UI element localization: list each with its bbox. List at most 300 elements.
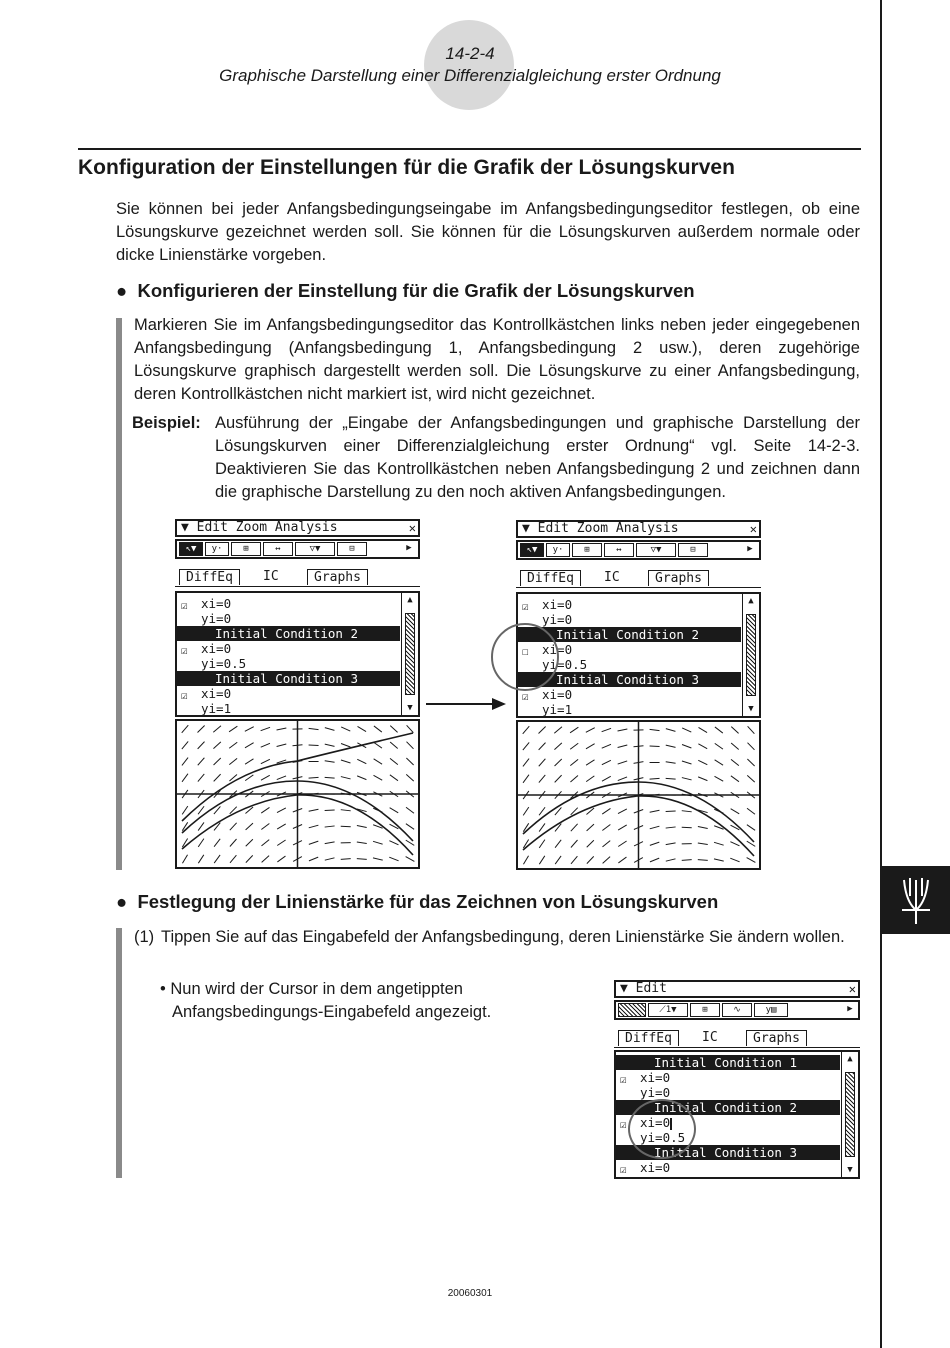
slope-segment [214,839,220,847]
slope-segment [390,808,399,813]
slope-segment [277,824,286,829]
slope-field-plot [518,722,759,868]
slope-segment [214,774,221,781]
slope-segment [262,856,269,863]
example-label: Beispiel: [132,414,201,432]
slope-segment [277,856,285,862]
slope-segment [603,857,610,864]
slope-segment [309,777,319,778]
slope-segment [731,759,739,765]
slope-segment [698,744,707,749]
slope-segment [618,777,627,781]
slope-segment [407,742,414,749]
slope-segment [748,726,755,733]
slope-segment [406,774,413,781]
slope-segment [715,760,723,765]
toolbar [614,1000,860,1020]
slope-segment [539,807,545,815]
slope-segment [602,808,610,814]
slope-segment [731,809,740,814]
slope-segment [714,842,724,845]
zoom-box-icon[interactable]: ⊞ [231,542,261,556]
slope-segment [261,727,270,730]
list-item[interactable]: yi=0.5 [201,656,247,671]
scroll-down-icon[interactable]: ▼ [847,1165,853,1175]
slope-segment [406,857,415,862]
tab-diffeq[interactable]: DiffEq [179,569,240,585]
slope-segment [571,856,577,864]
scroll-up-icon[interactable]: ▲ [847,1054,853,1064]
slope-segment [277,808,286,813]
line-style-icon[interactable] [618,1003,646,1017]
slope-segment [523,807,529,815]
trace-icon[interactable]: ↔ [263,542,293,556]
slope-segment [618,809,627,814]
tab-graphs[interactable]: Graphs [307,569,368,585]
slope-segment [198,758,205,765]
menu-icon[interactable]: ▼ [620,981,628,996]
checkbox-checked[interactable]: ☑ [620,1073,627,1086]
slope-segment [341,760,351,763]
intro-paragraph: Sie können bei jeder Anfangsbedingungseingabe im Anfangsbedingungseditor festlegen, ob eine Lösungskurve gezeichnet werden soll. Sie können für die Lösungskurven außerdem normale oder dicke Linienstärke vorgeben. [116,200,860,264]
ic-header: Initial Condition 3 [177,671,400,686]
slope-segment [523,775,529,783]
tab-ic[interactable]: IC [263,569,279,584]
slope-segment [309,857,318,861]
slope-segment [198,806,204,814]
slope-segment [198,839,204,847]
menu-bar [175,519,420,537]
slope-segment [586,744,595,749]
slope-segment [698,826,708,828]
scrollbar[interactable] [401,593,418,715]
list-item[interactable]: yi=1 [542,702,573,717]
slope-segment [389,857,398,861]
section-bar-2 [116,928,122,1178]
ic-header: Initial Condition 1 [616,1055,840,1070]
slope-segment [650,729,660,730]
slope-segment [602,841,610,847]
zoom-box-icon[interactable]: ⊞ [572,543,602,557]
slope-segment [182,774,188,782]
slope-segment [539,823,545,831]
tab-diffeq[interactable]: DiffEq [618,1030,679,1046]
slope-segment [389,841,398,845]
graph-icon[interactable]: ▽▼ [295,542,335,556]
slope-segment [325,761,335,763]
scroll-right-icon[interactable]: ▶ [747,544,753,554]
slope-segment [325,826,335,827]
list-item[interactable]: ☑ xi=0 [522,687,573,703]
slope-segment [198,855,203,863]
list-item[interactable]: ☑ xi=0 [181,686,232,702]
step-number: (1) [134,928,155,946]
pointer-icon[interactable]: ↖▼ [520,543,544,557]
checkbox-checked[interactable]: ☑ [181,644,188,657]
graph-icon[interactable]: ▽▼ [636,543,676,557]
slope-segment [571,840,578,848]
slope-segment [650,826,660,829]
subsection-2-heading: ● Festlegung der Linienstärke für das Zeichnen von Lösungskurven [116,891,719,912]
slope-segment [587,856,594,863]
list-item[interactable]: yi=0.5 [542,657,588,672]
slope-segment [586,776,594,782]
chapter-tab [882,866,950,934]
slope-segment [715,727,723,733]
slope-segment [277,744,287,747]
slope-segment [182,741,188,749]
slope-segment [230,839,237,847]
slope-segment [245,759,253,764]
slope-segment [341,743,350,747]
trace-icon[interactable]: ↔ [604,543,634,557]
slope-segment [730,858,739,862]
list-item[interactable]: ☐ xi=0 [522,642,573,658]
slope-segment [293,745,303,746]
menu-bar [614,980,860,998]
list-item[interactable]: ☑ xi=0 [522,597,573,613]
list-item[interactable]: yi=0 [201,611,232,626]
slope-segment [261,743,270,747]
slope-segment [650,842,659,845]
bullet-text: • Nun wird der Cursor in dem angetippten Anfangsbedingungs-Eingabefeld angezeigt. [160,980,492,1021]
slope-segment [325,842,335,844]
page-number: 14-2-4 [445,44,495,63]
slope-segment [618,857,626,863]
scroll-up-icon[interactable]: ▲ [407,595,413,605]
scroll-down-icon[interactable]: ▼ [407,703,413,713]
slope-segment [182,758,188,766]
slope-segment [539,856,544,864]
ic-header: Initial Condition 3 [518,672,741,687]
ic-header: Initial Condition 2 [518,627,741,642]
slope-segment [406,758,413,765]
slope-segment [698,843,708,844]
slope-segment [407,725,414,732]
scroll-up-icon[interactable]: ▲ [748,596,754,606]
slope-segment [357,859,367,860]
slope-segment [747,808,755,814]
list-item[interactable]: yi=1 [201,701,232,716]
slope-segment [587,824,594,831]
menu-bar [516,520,761,538]
calc-screen-before [175,519,420,869]
tab-bar [516,568,761,588]
slope-segment [618,729,628,731]
slope-segment [682,811,692,812]
grid-icon[interactable]: ⊟ [337,542,367,556]
slope-segment [373,841,383,844]
slope-segment [618,841,626,847]
tab-graphs[interactable]: Graphs [746,1030,807,1046]
slope-segment [357,759,366,763]
slope-segment [213,726,221,732]
list-item[interactable]: yi=0 [640,1085,671,1100]
slope-segment [261,759,270,763]
slope-segment [748,743,755,750]
slope-segment [261,807,269,813]
slope-field-graph[interactable] [516,720,761,870]
slope-segment [698,777,707,781]
slope-segment [570,775,578,782]
ic-header: Initial Condition 2 [616,1100,840,1115]
tab-ic[interactable]: IC [604,570,620,585]
slope-segment [198,822,204,830]
slope-field-plot [177,721,418,867]
slope-segment [682,761,692,764]
section-heading: Konfiguration der Einstellungen für die Grafik der Lösungskurven [78,156,735,179]
pointer-icon[interactable]: ↖▼ [179,542,203,556]
tab-graphs[interactable]: Graphs [648,570,709,586]
calc-screen-after [516,520,761,870]
draw-icon[interactable]: y· [546,543,570,557]
slope-segment [374,775,383,780]
step-text: Tippen Sie auf das Eingabefeld der Anfangsbedingung, deren Linienstärke Sie ändern wollen. [161,928,845,946]
slope-segment [325,777,335,778]
slope-segment [539,775,545,783]
scrollbar[interactable] [841,1052,858,1177]
scrollbar[interactable] [742,594,759,716]
slope-segment [523,759,529,767]
slope-segment [555,840,561,848]
slope-segment [309,745,319,746]
slope-segment [650,778,660,779]
highlight-circle [491,623,559,691]
menu-icon[interactable]: ▼ [181,520,189,535]
checkbox-unchecked[interactable]: ☐ [522,645,529,658]
tab-bar [614,1028,860,1048]
slope-segment [698,760,707,764]
footer-code: 20060301 [447,1288,493,1299]
subsection-1-body: Markieren Sie im Anfangsbedingungseditor das Kontrollkästchen links neben jeder eingegebenen Anfangsbedingung (Anfangsbedingung 1, Anfangsbedingung 2 usw.), deren zugehörige Lösungskurve graphisch dargestellt werden soll. Die Lösungskurve zu einer Anfangsbedingung, deren Kontrollkästchen nicht markiert ist, wird nicht gezeichnet. [134,316,860,403]
slope-segment [198,742,205,749]
slope-segment [261,775,270,780]
slope-segment [539,759,546,766]
toolbar [175,539,420,559]
slope-segment [730,842,739,846]
heading-rule [78,148,861,150]
slope-segment [245,727,254,732]
slope-field-graph[interactable] [175,719,420,869]
subsection-1-heading: ● Konfigurieren der Einstellung für die Grafik der Lösungskurven [116,280,695,301]
yedit-icon[interactable]: y▤ [754,1003,788,1017]
slope-segment [587,840,594,847]
list-item[interactable]: yi=0.5 [640,1130,686,1145]
page-edge-line [880,0,882,1348]
slope-segment [715,776,724,781]
slope-segment [374,726,382,732]
bullet: ● [116,280,138,301]
slope-segment [554,743,561,750]
slope-segment [357,825,367,827]
list-item[interactable]: ☑ xi=0 [181,596,232,612]
slope-segment [325,744,335,746]
example-text: Ausführung der „Eingabe der Anfangsbedingungen und graphische Darstellung der Lösungskurven einer Differenzialgleichung erster Ordnung“ vgl. Seite 14-2-3. Deaktivieren Sie das Kontrollkästchen neben Anfangsbedingung 2 und zeichnen dann die graphische Darstellung zu den noch aktiven Anfangsbedingungen. [215,414,860,501]
slope-segment [214,855,220,863]
checkbox-checked[interactable]: ☑ [522,690,529,703]
slope-segment [523,726,530,734]
list-item[interactable]: ☑ xi=0 [620,1160,671,1176]
slope-segment [666,843,676,845]
slope-field-icon [882,866,950,934]
slope-segment [539,726,546,733]
slope-segment [374,759,382,764]
slope-segment [586,728,595,733]
slope-segment [357,842,367,843]
slope-segment [230,855,236,863]
scroll-right-icon[interactable]: ▶ [406,543,412,553]
slope-segment [182,806,188,814]
slope-segment [358,726,367,731]
slope-segment [602,728,611,731]
slope-segment [714,859,724,861]
scroll-right-icon[interactable]: ▶ [847,1004,853,1014]
slope-segment [309,809,319,811]
menu-icon[interactable]: ▼ [522,521,530,536]
slope-segment [602,744,611,748]
checkbox-checked[interactable]: ☑ [522,600,529,613]
list-item[interactable]: ☑ xi=0 [181,641,232,657]
slope-segment [261,840,269,846]
slope-segment [229,758,237,764]
slope-segment [682,728,691,732]
slope-segment [571,824,578,831]
slope-segment [731,743,739,750]
slope-segment [261,823,269,829]
slope-segment [570,727,578,733]
checkbox-checked[interactable]: ☑ [620,1118,627,1131]
slope-segment [555,759,562,766]
slope-segment [374,742,382,748]
close-icon[interactable]: ✕ [408,521,416,535]
slope-segment [666,859,676,861]
list-item[interactable]: ☑ xi=0 [620,1070,671,1086]
slope-segment [523,856,528,865]
slope-segment [246,855,253,862]
slope-segment [229,742,237,748]
slope-segment [198,725,205,732]
slope-segment [341,810,351,811]
scroll-down-icon[interactable]: ▼ [748,704,754,714]
slope-segment [650,810,660,812]
ic-header: Initial Condition 2 [177,626,400,641]
slope-segment [747,825,755,831]
checkbox-checked[interactable]: ☑ [620,1163,627,1176]
menu-items[interactable]: Edit Zoom Analysis [537,521,679,536]
slope-segment [539,840,545,848]
list-item[interactable]: yi=0 [542,612,573,627]
slope-segment [245,743,254,748]
checkbox-checked[interactable]: ☑ [181,599,188,612]
slope-segment [182,725,189,733]
slope-segment [731,727,738,734]
slope-segment [246,839,253,846]
toolbar [516,540,761,560]
slope-segment [666,729,676,732]
slope-segment [682,860,692,861]
menu-items[interactable]: Edit [635,981,667,996]
slope-segment [666,827,676,828]
slope-segment [229,726,237,732]
slope-segment [406,807,414,813]
tab-bar [175,567,420,587]
slope-segment [341,777,351,779]
close-icon[interactable]: ✕ [848,982,856,996]
slope-segment [570,743,578,749]
slope-segment [666,778,676,779]
slope-segment [731,776,739,782]
slope-segment [747,775,754,782]
tab-ic[interactable]: IC [702,1030,718,1045]
section-bar-1 [116,318,122,870]
draw-icon[interactable]: y· [205,542,229,556]
slope-segment [214,758,221,765]
slope-segment [390,742,398,749]
slope-segment [747,759,754,766]
arrow-icon [426,696,508,712]
slope-segment [698,860,708,861]
close-icon[interactable]: ✕ [749,522,757,536]
slope-segment [390,726,397,733]
slope-segment [373,858,383,860]
chapter-title: Graphische Darstellung einer Differenzialgleichung erster Ordnung [219,66,721,85]
slope-segment [277,840,285,846]
slope-segment [406,824,414,830]
slope-segment [699,727,708,732]
slope-segment [618,761,628,764]
slope-segment [213,742,220,749]
xi-input-with-cursor[interactable]: xi=0 [640,1115,671,1130]
slope-segment [309,825,319,828]
slope-segment [618,745,628,748]
slope-segment [570,759,578,765]
slope-segment [555,775,562,782]
slope-segment [309,841,318,844]
slope-segment [539,743,546,750]
slope-segment [650,858,659,862]
slope-segment [618,825,627,830]
grid-icon[interactable]: ⊟ [678,543,708,557]
slope-segment [390,775,398,781]
checkbox-checked[interactable]: ☑ [181,689,188,702]
slope-segment [666,745,676,747]
slope-segment [602,824,610,830]
slope-segment [586,760,594,765]
ic-list [175,591,420,717]
slope-segment [747,858,756,863]
slope-segment [230,823,237,830]
tab-diffeq[interactable]: DiffEq [520,570,581,586]
slope-segment [650,746,660,747]
bullet: ● [116,891,138,912]
slope-segment [277,776,286,780]
slope-segment [198,774,204,782]
slope-segment [341,859,351,860]
menu-items[interactable]: Edit Zoom Analysis [196,520,338,535]
graph-icon[interactable]: ∿ [722,1003,752,1017]
zoom-box-icon[interactable]: ⊞ [690,1003,720,1017]
slope-segment [682,778,692,780]
slope-segment [390,758,398,764]
slope-segment [277,728,287,730]
slope-segment [602,776,611,781]
ic-header: Initial Condition 3 [616,1145,840,1160]
slope-segment [682,744,691,748]
slope-segment [555,856,561,864]
slope-segment [715,743,723,749]
slope-icon[interactable]: ⟋1▼ [648,1003,688,1017]
highlight-circle [628,1099,696,1159]
